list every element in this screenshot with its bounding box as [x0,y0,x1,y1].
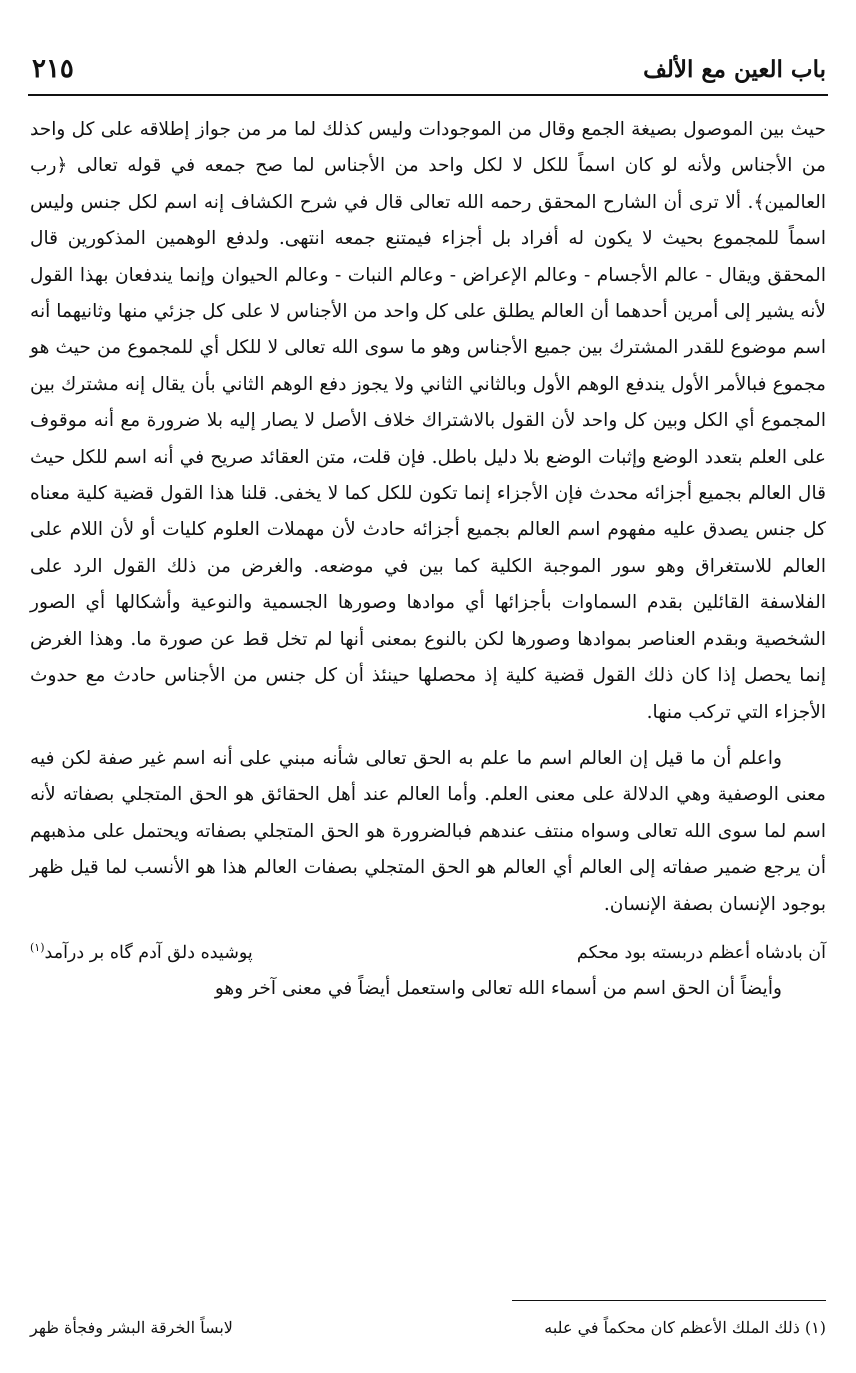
verse-second-text: پوشيده دلق آدم گاه بر درآمد [44,942,253,963]
persian-verse [30,935,826,971]
paragraph-2: واعلم أن ما قيل إن العالم اسم ما علم به الحق تعالى شأنه مبني على أنه اسم غير صفة لكن فيه معنى الوصفية وهي الدلالة على معنى العلم. وأما العالم عند أهل الحقائق هو الحق المتجلي بصفاته لأنه اسم لما سوى الله تعالى وسواه منتف عندهم فبالضرورة هو الحق المتجلي بصفاته ويحتمل على مذهبهم أن يرجع ضمير صفاته إلى العالم أي العالم هو الحق المتجلي بصفات العالم هذا هو الأنسب لما قيل ظهر بوجود الإنسان بصفة الإنسان. [30,747,826,915]
running-title: باب العين مع الألف [643,56,826,83]
page-header [28,52,828,96]
paragraph-3: وأيضاً أن الحق اسم من أسماء الله تعالى واستعمل أيضاً في معنى آخر وهو [214,977,782,999]
verse-first-hemistich: آن بادشاه أعظم دربسته بود محكم [576,942,826,963]
footnote-marker: (١) [30,941,45,955]
footnote [30,1316,826,1340]
verse-second-hemistich [30,935,253,971]
paragraph-1: حيث بين الموصول بصيغة الجمع وقال من الموجودات وليس كذلك لما مر من جواز إطلاقه على كل واحد من الأجناس ولأنه لو كان اسماً للكل لا لكل واحد من الأجناس لما صح جمعه في قوله تعالى ﴿رب العالمين﴾. ألا ترى أن الشارح المحقق رحمه الله تعالى قال في شرح الكشاف إنه اسم لكل جنس وليس اسماً للمجموع بحيث لا يكون له أفراد بل أجزاء فيمتنع جمعه انتهى. ولدفع الوهمين المذكورين قال المحقق ويقال - عالم الأجسام - وعالم الإعراض - وعالم النبات - وعالم الحيوان وإنما يندفعان بهذا القول لأنه يشير إلى أمرين أحدهما أن العالم يطلق على كل واحد من الأجناس لا على كل جزئي منها وثانيهما أنه اسم موضوع للقدر المشترك بين جميع الأجناس وهو ما سوى الله تعالى لا للكل أي للمجموع من حيث هو مجموع فبالأمر الأول يندفع الوهم الأول وبالثاني الثاني ولا يجوز دفع الوهم الثاني بأن يقال إنه مشترك بين المجموع أي الكل وبين كل واحد لأن القول بالاشتراك خلاف الأصل لا يصار إليه بلا ضرورة مع أنه موقوف على العلم بتعدد الوضع وإثبات الوضع بلا دليل باطل. فإن قلت، متن العقائد صريح في أنه اسم للكل حيث قال العالم بجميع أجزائه محدث فإن الأجزاء إنما تكون للكل كما لا يخفى. قلنا هذا القول قضية كلية معناه كل جنس يصدق عليه مفهوم اسم العالم بجميع أجزائه حادث لأن مهملات العلوم كليات أو لأن اللام على العالم للاستغراق وهو سور الموجبة الكلية كما بين في موضعه. والغرض من ذلك القول الرد على الفلاسفة القائلين بقدم السماوات بأجزائها أي موادها وصورها الجسمية والنوعية وأشكالها أي الصور الشخصية وبقدم العناصر بموادها وصورها لكن بالنوع بمعنى أنها لم تخل قط عن صورة ما. وهذا الغرض إنما يحصل إذا كان ذلك القول قضية كلية إذ محصلها حينئذ أن كل جنس من الأجناس حادث مع حدوث الأجزاء التي تركب منها. [30,119,826,723]
footnote-second-hemistich: لابساً الخرقة البشر وفجأة ظهر [30,1318,233,1337]
footnote-first-hemistich: (١) ذلك الملك الأعظم كان محكماً في علبه [544,1318,826,1337]
body-text [30,112,826,1007]
page-number: ٢١٥ [32,54,74,84]
footnote-divider [512,1300,826,1301]
